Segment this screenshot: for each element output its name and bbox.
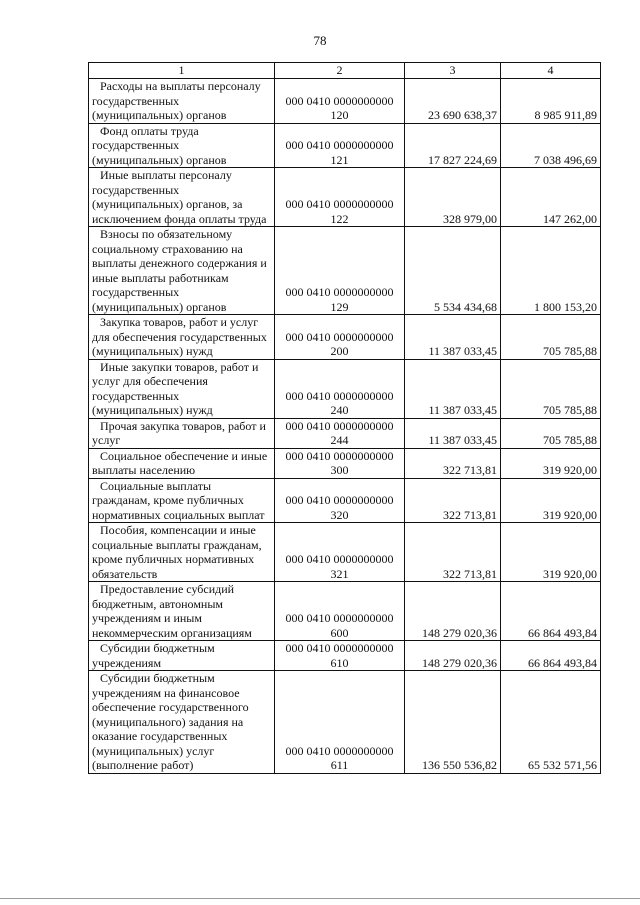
row-code-cell: 000 0410 0000000000 122 <box>275 168 405 227</box>
row-value-col3-cell: 322 713,81 <box>405 478 501 523</box>
row-value-col4-cell: 65 532 571,56 <box>501 671 601 774</box>
row-name-cell <box>89 418 275 448</box>
row-value-col3-cell: 322 713,81 <box>405 523 501 582</box>
row-value-col3-cell: 322 713,81 <box>405 448 501 478</box>
row-value-col3-cell: 328 979,00 <box>405 168 501 227</box>
row-name-text: Прочая закупка товаров, работ и услуг <box>92 418 266 447</box>
column-header: 1 <box>89 63 275 79</box>
row-code-cell: 000 0410 0000000000 244 <box>275 418 405 448</box>
row-name-cell <box>89 79 275 124</box>
table-row <box>89 359 601 418</box>
table-row <box>89 123 601 168</box>
row-code-cell: 000 0410 0000000000 300 <box>275 448 405 478</box>
row-name-text: Предоставление субсидий бюджетным, автономным учреждениям и иным некоммерческим организациям <box>92 582 252 640</box>
row-value-col4-cell: 705 785,88 <box>501 359 601 418</box>
table-header-row <box>89 63 601 79</box>
row-value-col3-cell: 5 534 434,68 <box>405 227 501 315</box>
budget-table <box>88 62 601 774</box>
row-value-col4-cell: 1 800 153,20 <box>501 227 601 315</box>
table-row <box>89 641 601 671</box>
row-value-col4-cell: 705 785,88 <box>501 315 601 360</box>
row-name-cell <box>89 478 275 523</box>
row-name-text: Иные выплаты персоналу государственных (муниципальных) органов, за исключением фонда оплаты труда <box>92 168 267 226</box>
row-value-col4-cell: 8 985 911,89 <box>501 79 601 124</box>
row-code-cell: 000 0410 0000000000 200 <box>275 315 405 360</box>
page-number: 78 <box>313 33 327 48</box>
table-row <box>89 478 601 523</box>
row-name-text: Закупка товаров, работ и услуг для обеспечения государственных (муниципальных) нужд <box>92 315 267 358</box>
page-bottom-edge <box>0 898 640 899</box>
row-value-col4-cell: 319 920,00 <box>501 448 601 478</box>
row-value-col3-cell: 11 387 033,45 <box>405 418 501 448</box>
column-header: 4 <box>501 63 601 79</box>
row-code-cell: 000 0410 0000000000 129 <box>275 227 405 315</box>
row-name-cell <box>89 523 275 582</box>
column-header: 3 <box>405 63 501 79</box>
table-row <box>89 582 601 641</box>
table-row <box>89 523 601 582</box>
row-value-col4-cell: 319 920,00 <box>501 478 601 523</box>
table-row <box>89 168 601 227</box>
row-code-cell: 000 0410 0000000000 240 <box>275 359 405 418</box>
row-value-col4-cell: 7 038 496,69 <box>501 123 601 168</box>
row-code-cell: 000 0410 0000000000 121 <box>275 123 405 168</box>
row-value-col3-cell: 148 279 020,36 <box>405 582 501 641</box>
row-value-col4-cell: 319 920,00 <box>501 523 601 582</box>
row-name-text: Взносы по обязательному социальному страхованию на выплаты денежного содержания и иные выплаты работникам государственных (муниципальных) органов <box>92 227 267 314</box>
table-row <box>89 448 601 478</box>
row-value-col4-cell: 66 864 493,84 <box>501 641 601 671</box>
row-code-cell: 000 0410 0000000000 600 <box>275 582 405 641</box>
row-code-cell: 000 0410 0000000000 120 <box>275 79 405 124</box>
row-name-text: Фонд оплаты труда государственных (муниципальных) органов <box>92 123 227 167</box>
row-name-cell <box>89 448 275 478</box>
row-name-text: Пособия, компенсации и иные социальные выплаты гражданам, кроме публичных нормативных обязательств <box>92 523 262 581</box>
table-row <box>89 227 601 315</box>
row-name-text: Субсидии бюджетным учреждениям <box>92 641 215 670</box>
row-value-col3-cell: 136 550 536,82 <box>405 671 501 774</box>
row-name-cell <box>89 359 275 418</box>
row-value-col3-cell: 17 827 224,69 <box>405 123 501 168</box>
row-name-text: Социальные выплаты гражданам, кроме публичных нормативных социальных выплат <box>92 478 265 522</box>
row-value-col3-cell: 148 279 020,36 <box>405 641 501 671</box>
row-name-cell <box>89 641 275 671</box>
row-code-cell: 000 0410 0000000000 611 <box>275 671 405 774</box>
row-value-col3-cell: 11 387 033,45 <box>405 359 501 418</box>
row-name-cell <box>89 168 275 227</box>
row-name-cell <box>89 227 275 315</box>
column-header: 2 <box>275 63 405 79</box>
row-name-text: Субсидии бюджетным учреждениям на финансовое обеспечение государственного (муниципального) задания на оказание государственных (муниципальных) услуг (выполнение работ) <box>92 671 249 772</box>
row-name-cell <box>89 315 275 360</box>
row-code-cell: 000 0410 0000000000 320 <box>275 478 405 523</box>
row-code-cell: 000 0410 0000000000 321 <box>275 523 405 582</box>
table-row <box>89 315 601 360</box>
row-code-cell: 000 0410 0000000000 610 <box>275 641 405 671</box>
table-row <box>89 418 601 448</box>
row-name-cell <box>89 123 275 168</box>
row-value-col4-cell: 705 785,88 <box>501 418 601 448</box>
row-name-text: Расходы на выплаты персоналу государственных (муниципальных) органов <box>92 79 261 122</box>
row-name-cell <box>89 582 275 641</box>
row-name-text: Социальное обеспечение и иные выплаты населению <box>92 448 268 477</box>
row-value-col3-cell: 11 387 033,45 <box>405 315 501 360</box>
table-row <box>89 671 601 774</box>
row-value-col3-cell: 23 690 638,37 <box>405 79 501 124</box>
row-value-col4-cell: 147 262,00 <box>501 168 601 227</box>
row-name-cell <box>89 671 275 774</box>
row-value-col4-cell: 66 864 493,84 <box>501 582 601 641</box>
table-row <box>89 79 601 124</box>
row-name-text: Иные закупки товаров, работ и услуг для обеспечения государственных (муниципальных) нужд <box>92 359 259 417</box>
